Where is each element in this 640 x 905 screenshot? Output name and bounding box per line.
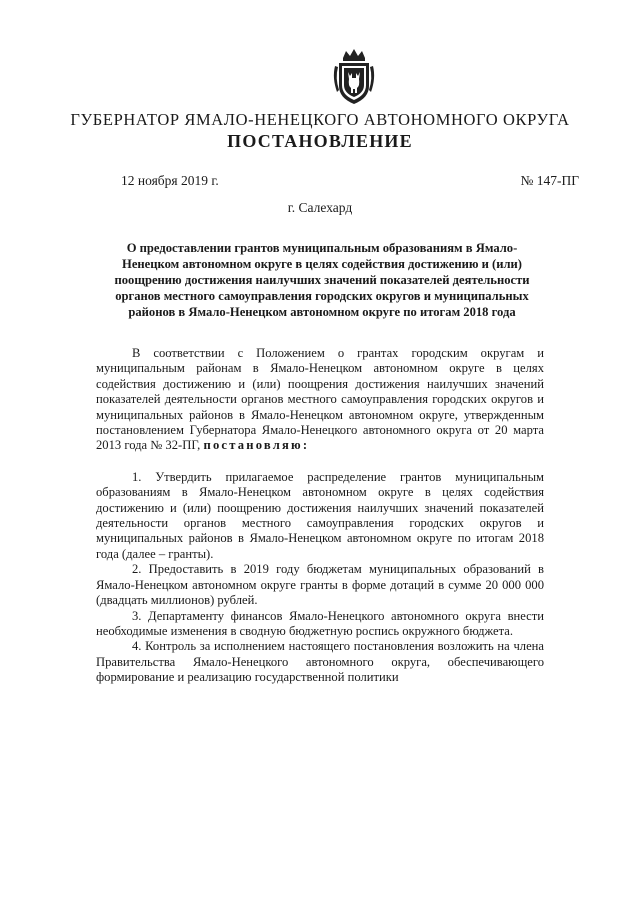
preamble-paragraph: [96, 346, 544, 454]
document-date: 12 ноября 2019 г.: [121, 173, 219, 188]
item-4: 4. Контроль за исполнением настоящего постановления возложить на члена Правительства Ямало-Ненецкого автономного округа, обеспечивающего формирование и реализацию государственной политики: [96, 639, 544, 685]
item-3: 3. Департаменту финансов Ямало-Ненецкого автономного округа внести необходимые изменения в сводную бюджетную роспись окружного бюджета.: [96, 608, 544, 638]
document-body: [96, 346, 544, 686]
item-1: 1. Утвердить прилагаемое распределение грантов муниципальным образованиям в Ямало-Ненецком автономном округе в целях содействия достижению и (или) поощрению достижения наилучших значений показателей деятельности органов местного самоуправления городских округов и муниципальных районов в Ямало-Ненецком автономном округе по итогам 2018 года (далее – гранты).: [96, 469, 544, 561]
coat-of-arms-icon: [329, 48, 379, 106]
decree-word: постановляю:: [203, 438, 310, 453]
preamble-text: В соответствии с Положением о грантах городским округам и муниципальным районам в Ямало-Ненецком автономном округе в целях содействия достижению и (или) поощрения достижения наилучших значений показателей деятельности органов местного самоуправления городских округов и муниципальных районов в Ямало-Ненецком автономном округе, утвержденным постановлением Губернатора Ямало-Ненецкого автономного округа от 20 марта 2013 года № 32-ПГ,: [96, 346, 544, 453]
document-title: О предоставлении грантов муниципальным образованиям в Ямало-Ненецком автономном округе в целях содействия достижению и (или) поощрению достижения наилучших значений показателей деятельности органов местного самоуправления городских округов и муниципальных районов в Ямало-Ненецком автономном округе по итогам 2018 года: [114, 241, 530, 319]
item-2: 2. Предоставить в 2019 году бюджетам муниципальных образований в Ямало-Ненецком автономном округе гранты в форме дотаций в сумме 20 000 000 (двадцать миллионов) рублей.: [96, 562, 544, 608]
document-city: г. Салехард: [287, 200, 353, 215]
document-type: ПОСТАНОВЛЕНИЕ: [227, 131, 413, 151]
document-number: № 147-ПГ: [520, 173, 579, 188]
org-name: ГУБЕРНАТОР ЯМАЛО-НЕНЕЦКОГО АВТОНОМНОГО ОКРУГА: [70, 110, 570, 129]
